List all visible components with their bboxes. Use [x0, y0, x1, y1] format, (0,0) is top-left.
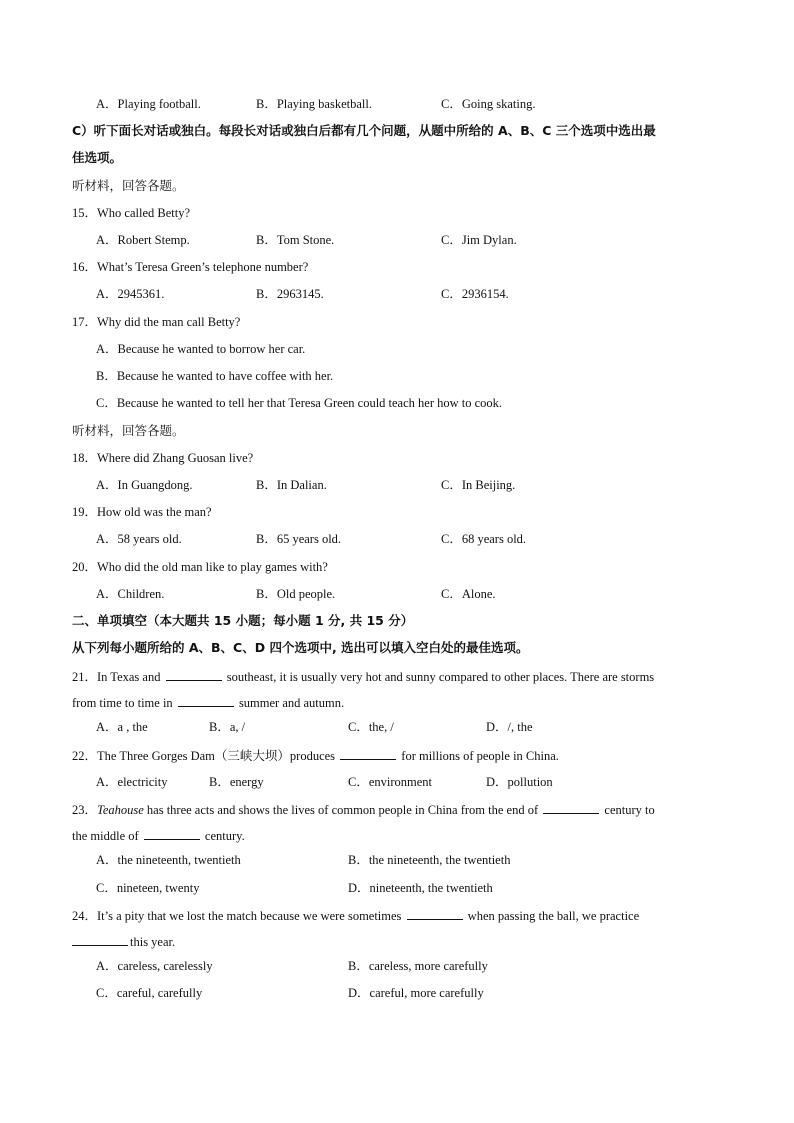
option-b: B．a, / — [209, 720, 246, 734]
text: 21．In Texas and — [72, 670, 161, 684]
option-d: D．pollution — [486, 775, 553, 789]
option-b: B．Because he wanted to have coffee with her. — [96, 369, 334, 383]
option-c: C．the, / — [348, 720, 394, 734]
option-b: B．In Dalian. — [256, 478, 327, 492]
section-2-heading: 二、单项填空（本大题共 15 小题；每小题 1 分, 共 15 分） — [72, 613, 414, 628]
option-d: D．careful, more carefully — [348, 986, 484, 1000]
answer-blank — [178, 694, 234, 707]
option-b: B．Old people. — [256, 587, 336, 601]
option-a: A．Because he wanted to borrow her car. — [96, 342, 306, 356]
option-a: A．In Guangdong. — [96, 478, 193, 492]
option-d: D．nineteenth, the twentieth — [348, 881, 493, 895]
option-b: B．energy — [209, 775, 264, 789]
listen-instruction: 听材料，回答各题。 — [72, 423, 185, 438]
answer-blank — [340, 747, 396, 760]
text: century to — [604, 803, 655, 817]
text: the middle of — [72, 829, 139, 843]
option-c: C．In Beijing. — [441, 478, 516, 492]
answer-blank — [72, 933, 128, 946]
option-c: C．nineteen, twenty — [96, 881, 200, 895]
answer-blank — [144, 827, 200, 840]
option-c: C．2936154. — [441, 287, 509, 301]
question-21-line-2 — [72, 694, 344, 711]
option-a: A．Playing football. — [96, 97, 201, 111]
text: century. — [204, 829, 245, 843]
text: when passing the ball, we practice — [467, 909, 640, 923]
question-19-stem: 19．How old was the man? — [72, 505, 212, 519]
question-21-line-1 — [72, 668, 654, 685]
question-22-stem — [72, 747, 559, 764]
option-c: C．environment — [348, 775, 433, 789]
option-c: C．68 years old. — [441, 532, 527, 546]
answer-blank — [166, 668, 222, 681]
section-2-instruction: 从下列每小题所给的 A、B、C、D 四个选项中, 选出可以填入空白处的最佳选项。 — [72, 640, 529, 655]
option-d: D．/, the — [486, 720, 533, 734]
option-a: A．a , the — [96, 720, 148, 734]
option-c: C．Going skating. — [441, 97, 536, 111]
title-italic: Teahouse — [97, 803, 144, 817]
option-a: A．2945361. — [96, 287, 165, 301]
option-a: A．electricity — [96, 775, 168, 789]
question-23-line-2 — [72, 827, 245, 844]
text: 24．It’s a pity that we lost the match because we were sometimes — [72, 909, 402, 923]
option-a: A．careless, carelessly — [96, 959, 213, 973]
option-a: A．the nineteenth, twentieth — [96, 853, 241, 867]
question-20-stem: 20．Who did the old man like to play games with? — [72, 560, 328, 574]
option-b: B．the nineteenth, the twentieth — [348, 853, 511, 867]
question-23-line-1 — [72, 801, 655, 818]
answer-blank — [543, 801, 599, 814]
question-15-stem: 15．Who called Betty? — [72, 206, 191, 220]
option-b: B．Playing basketball. — [256, 97, 372, 111]
section-c-heading: C）听下面长对话或独白。每段长对话或独白后都有几个问题，从题中所给的 A、B、C 三个选项中选出最 — [72, 123, 656, 138]
text: has three acts and shows the lives of common people in China from the end of — [143, 803, 539, 817]
listen-instruction: 听材料，回答各题。 — [72, 178, 185, 193]
text: for millions of people in China. — [401, 749, 559, 763]
question-18-stem: 18．Where did Zhang Guosan live? — [72, 451, 254, 465]
text: this year. — [130, 935, 176, 949]
option-c: C．Jim Dylan. — [441, 233, 517, 247]
option-b: B．careless, more carefully — [348, 959, 488, 973]
question-24-line-2 — [72, 933, 175, 950]
section-c-heading-cont: 佳选项。 — [72, 150, 123, 165]
text: 22．The Three Gorges Dam（三峡大坝）produces — [72, 749, 336, 763]
text: 23． — [72, 803, 98, 817]
text: from time to time in — [72, 696, 173, 710]
option-b: B．65 years old. — [256, 532, 342, 546]
text: summer and autumn. — [238, 696, 345, 710]
option-c: C．Because he wanted to tell her that Teresa Green could teach her how to cook. — [96, 396, 503, 410]
question-17-stem: 17．Why did the man call Betty? — [72, 315, 241, 329]
option-a: A．58 years old. — [96, 532, 182, 546]
option-c: C．careful, carefully — [96, 986, 203, 1000]
option-a: A．Robert Stemp. — [96, 233, 190, 247]
text: southeast, it is usually very hot and sunny compared to other places. There are storms — [226, 670, 655, 684]
option-a: A．Children. — [96, 587, 165, 601]
option-b: B．2963145. — [256, 287, 324, 301]
answer-blank — [407, 907, 463, 920]
question-16-stem: 16．What’s Teresa Green’s telephone number? — [72, 260, 309, 274]
option-b: B．Tom Stone. — [256, 233, 335, 247]
option-c: C．Alone. — [441, 587, 496, 601]
question-24-line-1 — [72, 907, 639, 924]
